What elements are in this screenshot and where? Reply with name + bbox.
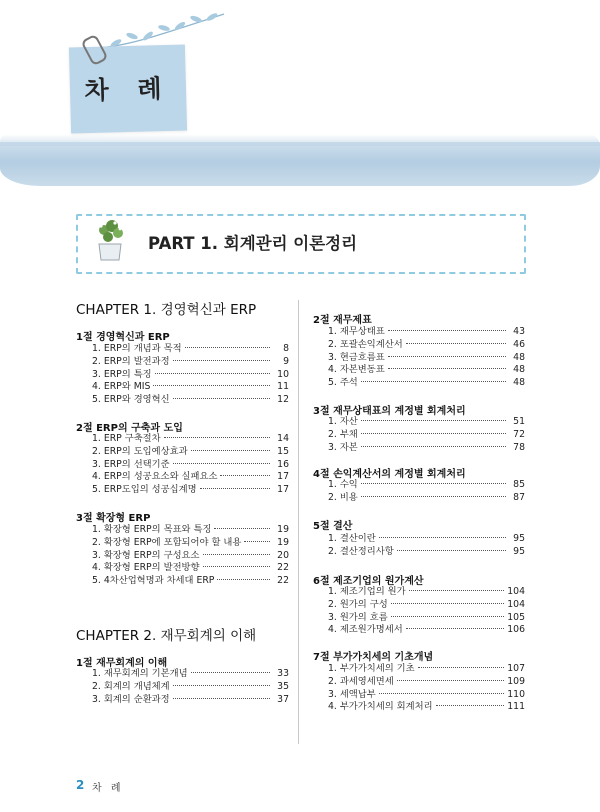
chapter-title: CHAPTER 1. 경영혁신과 ERP — [76, 302, 257, 318]
toc-item[interactable]: 1. 부가가치세의 기초 107 — [328, 663, 525, 674]
toc-item[interactable]: 4. 부가가치세의 회계처리 111 — [328, 701, 525, 713]
toc-item[interactable]: 3. ERP의 특징 10 — [92, 368, 289, 380]
toc-item[interactable]: 5. ERP와 경영혁신 12 — [92, 394, 289, 406]
toc-item[interactable]: 4. ERP와 MIS 11 — [92, 381, 289, 393]
page-title: 차 례 — [84, 73, 172, 106]
column-divider — [298, 300, 299, 744]
toc-item[interactable]: 2. 회계의 개념체계 35 — [92, 680, 289, 692]
title-card — [69, 44, 187, 133]
toc-item[interactable]: 5. 4차산업혁명과 차세대 ERP 22 — [92, 575, 289, 587]
toc-item[interactable]: 3. 회계의 순환과정 37 — [92, 693, 289, 705]
toc-item[interactable]: 1. 재무회계의 기본개념 33 — [92, 668, 289, 679]
toc-list — [92, 343, 289, 407]
section-title: 2절 ERP의 구축과 도입 — [76, 423, 183, 434]
toc-list — [328, 479, 525, 505]
toc-item[interactable]: 3. ERP의 선택기준 16 — [92, 458, 289, 470]
toc-item[interactable]: 4. 제조원가명세서 106 — [328, 624, 525, 636]
toc-item[interactable]: 2. 비용 87 — [328, 491, 525, 503]
section-title: 6절 제조기업의 원가계산 — [313, 576, 424, 587]
section-title: 5절 결산 — [313, 521, 353, 532]
toc-item[interactable]: 1. 재무상태표 43 — [328, 326, 525, 337]
section-title: 3절 재무상태표의 계정별 회계처리 — [313, 406, 466, 417]
part-title: PART 1. 회계관리 이론정리 — [148, 234, 358, 253]
toc-item[interactable]: 2. ERP의 발전과정 9 — [92, 355, 289, 367]
toc-item[interactable]: 3. 현금흐름표 48 — [328, 351, 525, 363]
toc-item[interactable]: 2. 확장형 ERP에 포함되어야 할 내용 19 — [92, 536, 289, 548]
section-title: 2절 재무제표 — [313, 315, 372, 326]
toc-item[interactable]: 2. ERP의 도입예상효과 15 — [92, 445, 289, 457]
toc-item[interactable]: 4. ERP의 성공요소와 실패요소 17 — [92, 471, 289, 483]
toc-list — [328, 586, 525, 637]
toc-item[interactable]: 4. 확장형 ERP의 발전방향 22 — [92, 562, 289, 574]
toc-item[interactable]: 1. ERP의 개념과 목적 8 — [92, 343, 289, 354]
toc-item[interactable]: 2. 결산정리사항 95 — [328, 545, 525, 557]
toc-item[interactable]: 2. 부채 72 — [328, 428, 525, 440]
section-title: 7절 부가가치세의 기초개념 — [313, 652, 434, 663]
watercolor-band — [0, 142, 600, 186]
toc-item[interactable]: 1. 확장형 ERP의 목표와 특징 19 — [92, 524, 289, 535]
toc-item[interactable]: 5. 주석 48 — [328, 377, 525, 389]
potted-plant-icon — [92, 218, 128, 262]
page-number: 2 — [76, 778, 85, 792]
toc-item[interactable]: 2. 원가의 구성 104 — [328, 598, 525, 610]
section-title: 1절 재무회계의 이해 — [76, 658, 168, 669]
toc-list — [328, 326, 525, 390]
section-title: 4절 손익계산서의 계정별 회계처리 — [313, 469, 466, 480]
toc-list — [328, 533, 525, 559]
toc-item[interactable]: 2. 포괄손익계산서 46 — [328, 338, 525, 350]
toc-item[interactable]: 5. ERP도입의 성공십계명 17 — [92, 484, 289, 496]
footer-label: 차 례 — [92, 783, 124, 794]
section-title: 1절 경영혁신과 ERP — [76, 332, 170, 343]
toc-list — [92, 433, 289, 497]
toc-item[interactable]: 3. 자본 78 — [328, 441, 525, 453]
toc-item[interactable]: 1. 제조기업의 원가 104 — [328, 586, 525, 597]
toc-item[interactable]: 1. 결산이란 95 — [328, 533, 525, 544]
toc-item[interactable]: 2. 과세영세면세 109 — [328, 675, 525, 687]
toc-item[interactable]: 3. 확장형 ERP의 구성요소 20 — [92, 549, 289, 561]
toc-list — [328, 663, 525, 714]
chapter-title: CHAPTER 2. 재무회계의 이해 — [76, 628, 257, 644]
toc-item[interactable]: 4. 자본변동표 48 — [328, 364, 525, 376]
toc-item[interactable]: 3. 세액납부 110 — [328, 688, 525, 700]
section-title: 3절 확장형 ERP — [76, 513, 151, 524]
toc-item[interactable]: 1. 수익 85 — [328, 479, 525, 490]
toc-item[interactable]: 1. 자산 51 — [328, 416, 525, 427]
toc-item[interactable]: 1. ERP 구축절차 14 — [92, 433, 289, 444]
toc-list — [92, 668, 289, 706]
toc-item[interactable]: 3. 원가의 흐름 105 — [328, 611, 525, 623]
toc-list — [92, 524, 289, 588]
toc-list — [328, 416, 525, 454]
